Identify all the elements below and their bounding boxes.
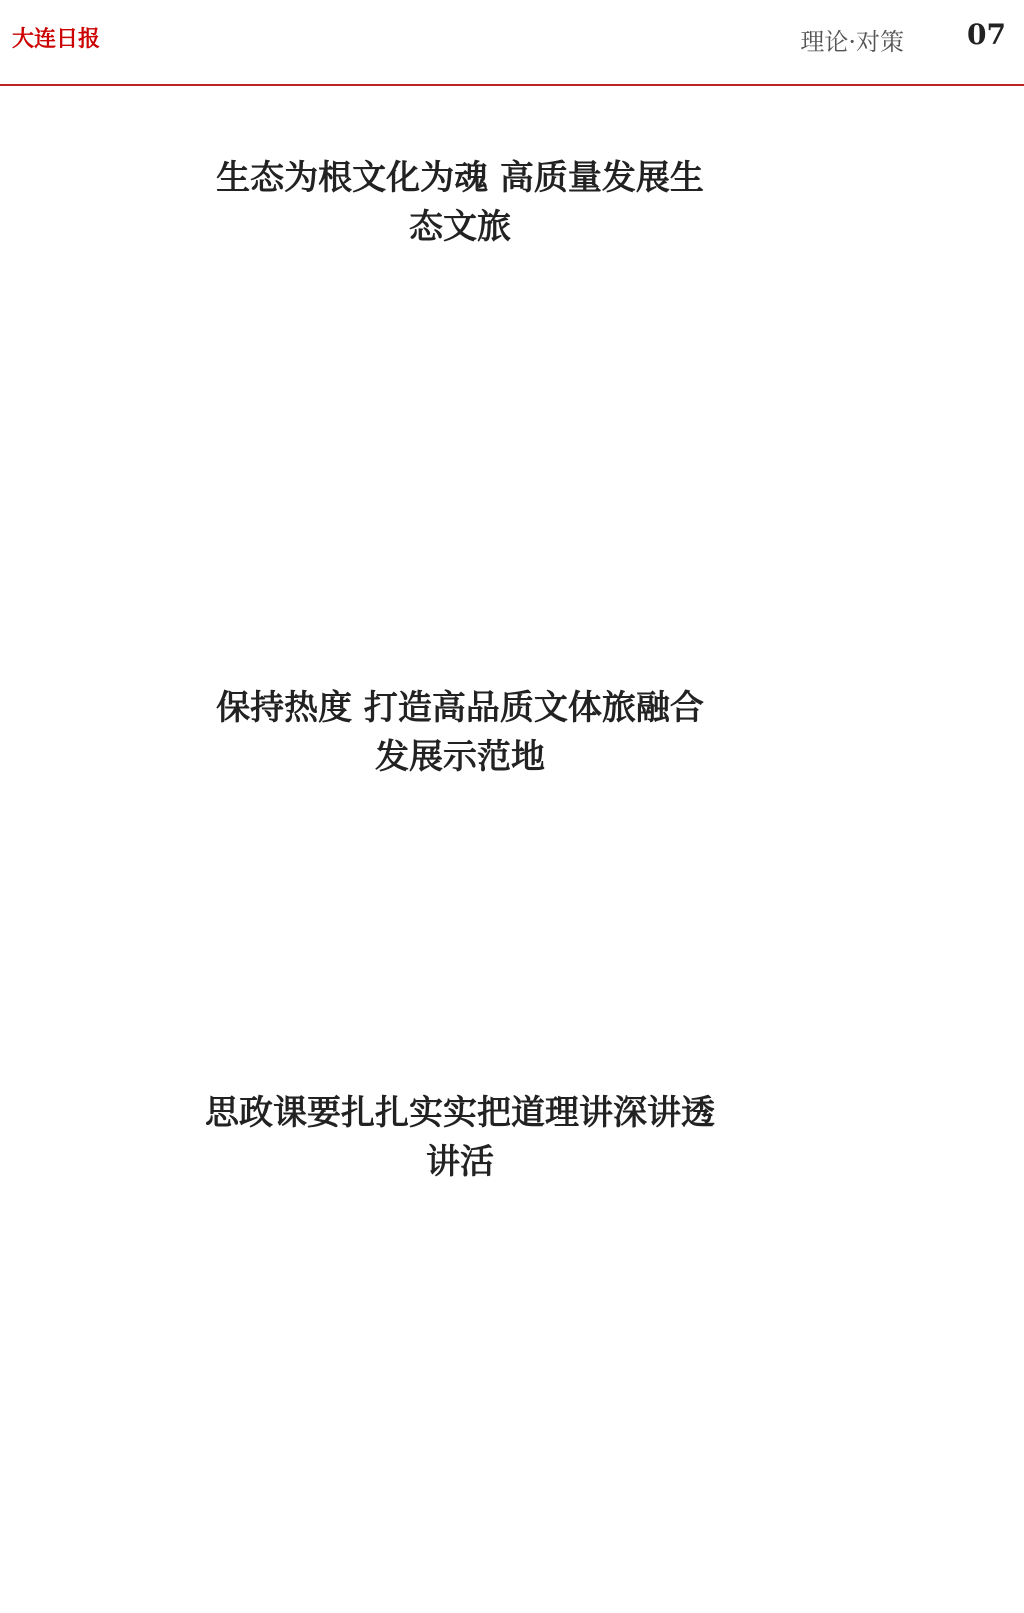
headline-2: 保持热度 打造高品质文体旅融合发展示范地 xyxy=(216,688,704,777)
page-number: 07 xyxy=(967,18,1006,51)
masthead xyxy=(0,0,1024,86)
headline-1: 生态为根文化为魂 高质量发展生态文旅 xyxy=(216,158,704,247)
headline-3: 思政课要扎扎实实把道理讲深讲透讲活 xyxy=(205,1093,715,1182)
paper-name: 大连日报 xyxy=(12,26,101,52)
section-title: 理论·对策 xyxy=(800,28,904,56)
